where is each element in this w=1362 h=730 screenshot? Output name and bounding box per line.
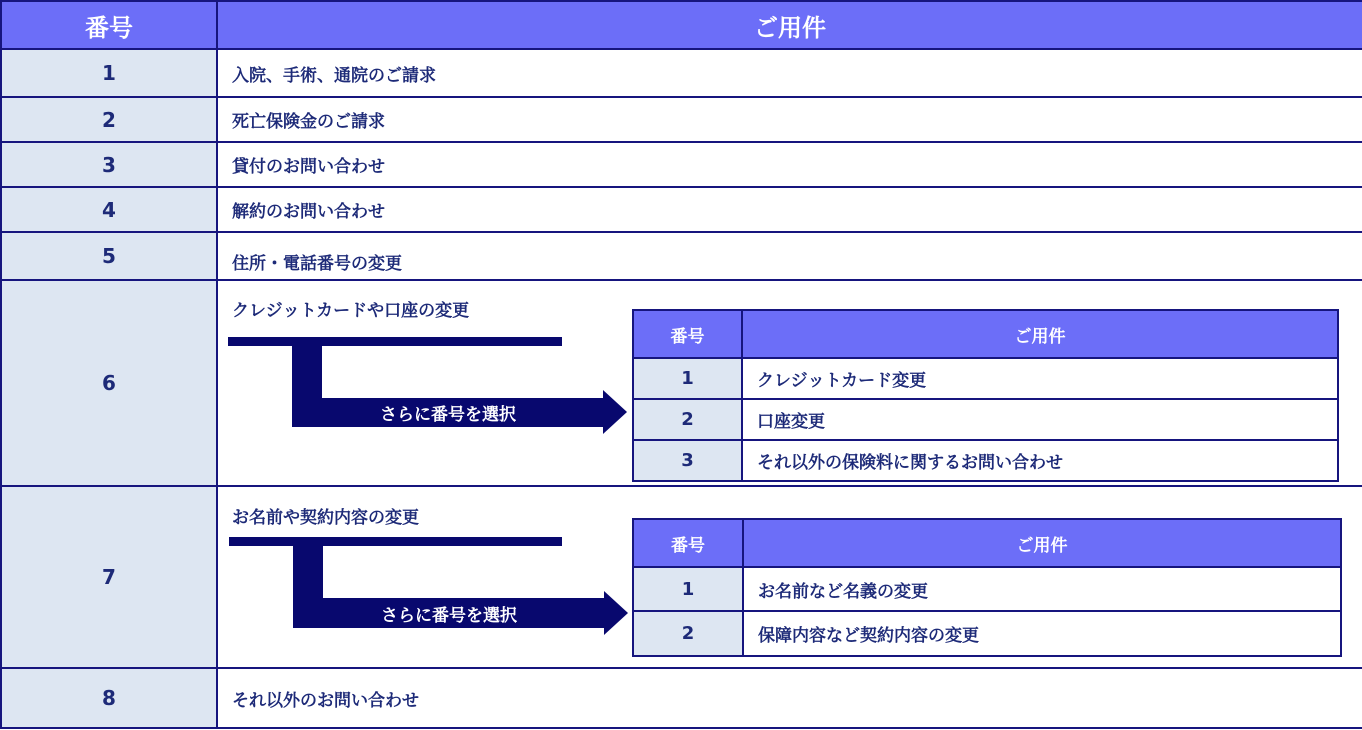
sub-row-text: クレジットカード変更 [742, 358, 1338, 399]
arrow-head-icon [603, 390, 627, 434]
table-header-row [1, 1, 1362, 49]
arrow-label: さらに番号を選択 [292, 398, 604, 427]
row-cell-7 [217, 486, 1362, 668]
sub-table-row [633, 567, 1341, 611]
row-number: 5 [1, 232, 217, 280]
arrow-label: さらに番号を選択 [293, 598, 605, 628]
select-arrow [229, 537, 629, 637]
sub-row-number: 2 [633, 399, 742, 440]
sub-table-7 [632, 518, 1342, 657]
row-cell-6 [217, 280, 1362, 486]
row-text: お名前や契約内容の変更 [232, 508, 419, 528]
row-text: それ以外のお問い合わせ [217, 668, 1362, 728]
sub-table-row [633, 611, 1341, 656]
sub-row-number: 1 [633, 358, 742, 399]
sub-header-number: 番号 [633, 310, 742, 358]
table-row [1, 668, 1362, 728]
table-row [1, 97, 1362, 142]
table-row [1, 486, 1362, 668]
sub-header-number: 番号 [633, 519, 743, 567]
sub-table-6 [632, 309, 1339, 482]
select-arrow [228, 337, 628, 437]
header-subject: ご用件 [217, 1, 1362, 49]
row-number: 3 [1, 142, 217, 187]
row-text: 貸付のお問い合わせ [217, 142, 1362, 187]
sub-table-row [633, 440, 1338, 481]
row-text: 住所・電話番号の変更 [217, 232, 1362, 280]
row-number: 7 [1, 486, 217, 668]
sub-row-number: 3 [633, 440, 742, 481]
sub-row-text: お名前など名義の変更 [743, 567, 1341, 611]
arrow-head-icon [604, 591, 628, 635]
sub-row-text: それ以外の保険料に関するお問い合わせ [742, 440, 1338, 481]
header-number: 番号 [1, 1, 217, 49]
row-text: 解約のお問い合わせ [217, 187, 1362, 232]
sub-row-number: 2 [633, 611, 743, 656]
row-number: 8 [1, 668, 217, 728]
arrow-top-bar [229, 537, 562, 546]
table-row [1, 49, 1362, 97]
row-text: 入院、手術、通院のご請求 [217, 49, 1362, 97]
sub-header-subject: ご用件 [743, 519, 1341, 567]
table-row [1, 280, 1362, 486]
sub-row-number: 1 [633, 567, 743, 611]
table-row [1, 232, 1362, 280]
row-text: 死亡保険金のご請求 [217, 97, 1362, 142]
sub-row-text: 保障内容など契約内容の変更 [743, 611, 1341, 656]
row-number: 2 [1, 97, 217, 142]
sub-header-subject: ご用件 [742, 310, 1338, 358]
row-number: 6 [1, 280, 217, 486]
row-text: クレジットカードや口座の変更 [232, 301, 470, 321]
row-number: 1 [1, 49, 217, 97]
sub-table-row [633, 358, 1338, 399]
sub-header-row [633, 519, 1341, 567]
table-row [1, 142, 1362, 187]
sub-table-row [633, 399, 1338, 440]
row-number: 4 [1, 187, 217, 232]
sub-header-row [633, 310, 1338, 358]
arrow-top-bar [228, 337, 562, 346]
table-row [1, 187, 1362, 232]
sub-row-text: 口座変更 [742, 399, 1338, 440]
